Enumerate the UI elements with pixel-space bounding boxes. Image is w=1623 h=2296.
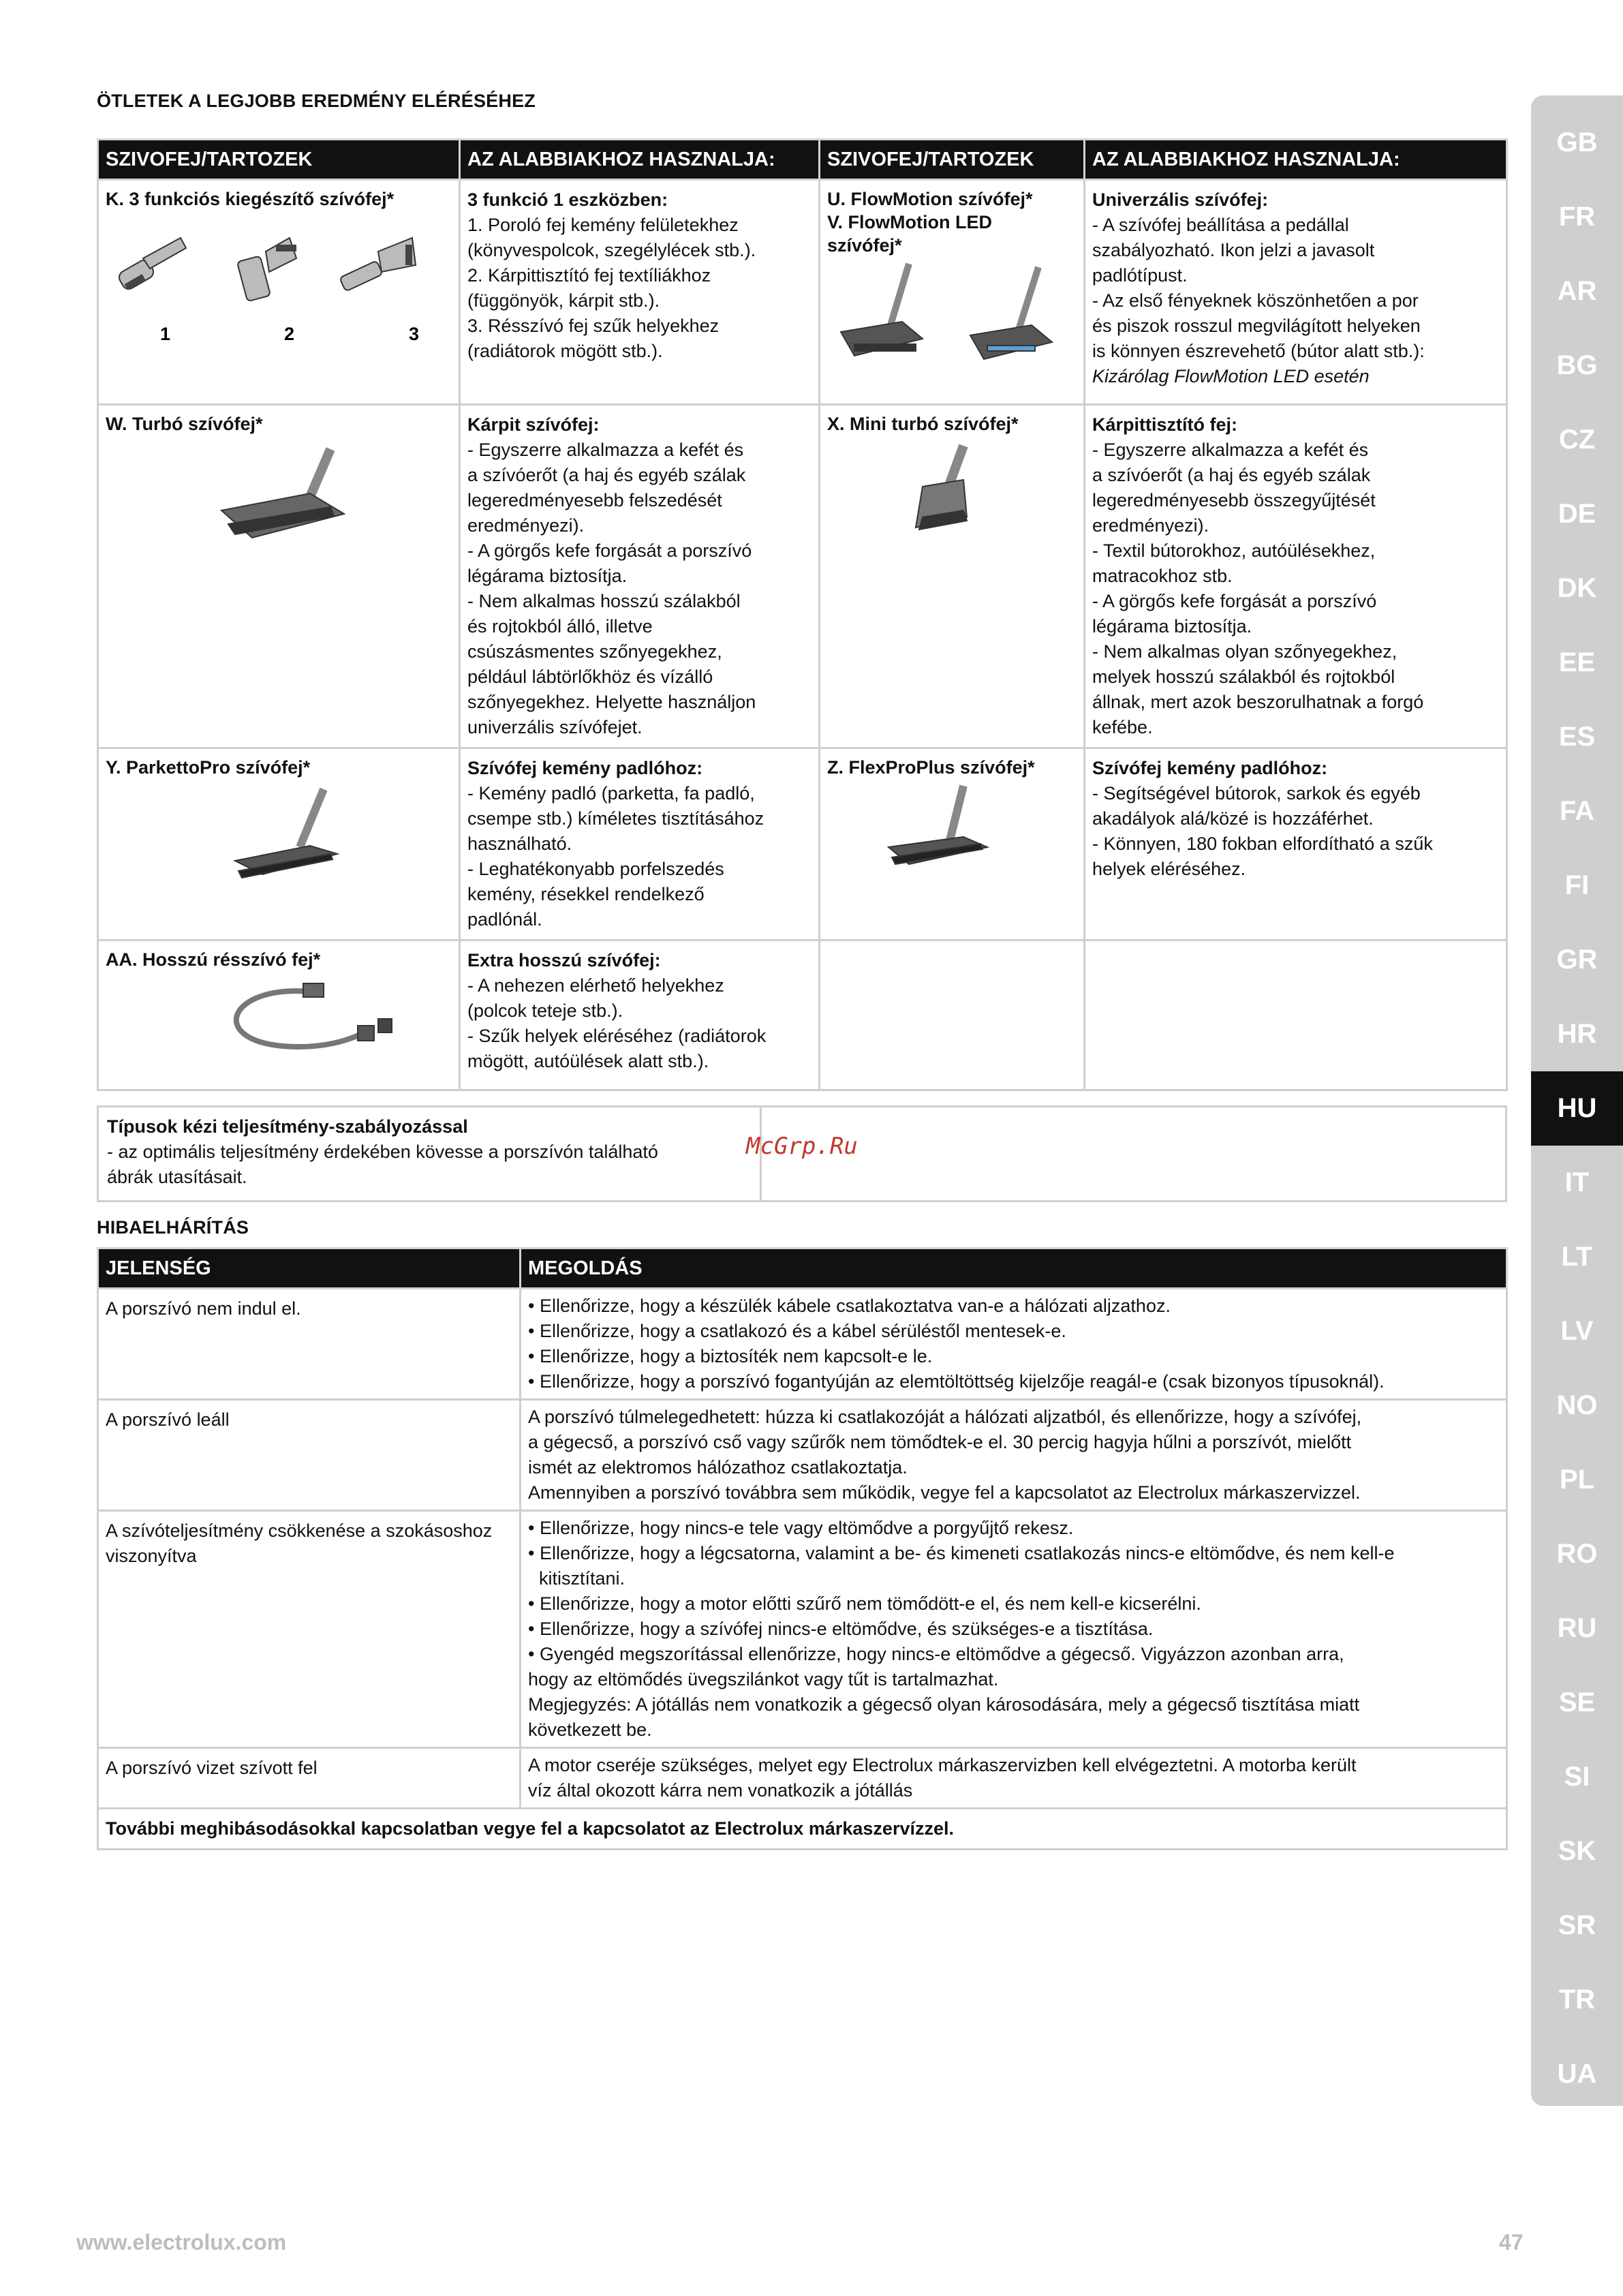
usage-line: legeredményesebb összegyűjtését (1092, 490, 1376, 510)
usage-line: mögött, autóülések alatt stb.). (467, 1051, 709, 1071)
language-tab-fa[interactable]: FA (1559, 796, 1595, 826)
usage-line: - Az első fényeknek köszönhetően a por (1092, 290, 1419, 311)
usage-cell-x (1085, 405, 1507, 748)
usage-line: csempe stb.) kíméletes tisztításához (467, 808, 764, 829)
usage-cell-y (460, 748, 820, 940)
solution-cell (521, 1748, 1507, 1809)
tool-name-aa: AA. Hosszú résszívó fej* (106, 949, 321, 970)
trouble-table (97, 1247, 1508, 1850)
language-tab-es[interactable]: ES (1558, 722, 1596, 752)
watermark: McGrp.Ru (746, 1133, 858, 1160)
tool-name-x: X. Mini turbó szívófej* (827, 414, 1019, 434)
language-tab-se[interactable]: SE (1558, 1687, 1596, 1717)
usage-line: szőnyegekhez. Helyette használjon (467, 692, 756, 712)
language-tab-no[interactable]: NO (1556, 1390, 1598, 1420)
three-in-one-nozzle-icon (106, 211, 446, 347)
usage-title-z: Szívófej kemény padlóhoz: (1092, 758, 1328, 778)
tool-name-y: Y. ParkettoPro szívófej* (106, 757, 311, 778)
usage-line: akadályok alá/közé is hozzáférhet. (1092, 808, 1374, 829)
usage-line: melyek hosszú szálakból és rojtokból (1092, 667, 1395, 687)
tool-name-u: U. FlowMotion szívófej* V. FlowMotion LED szívófej* (827, 189, 1033, 256)
note-title: Típusok kézi teljesítmény-szabályozással (107, 1116, 468, 1137)
tips-title: ÖTLETEK A LEGJOBB EREDMÉNY ELÉRÉSÉHEZ (97, 91, 536, 111)
usage-title-y: Szívófej kemény padlóhoz: (467, 758, 703, 778)
tool-cell-aa (98, 940, 460, 1090)
usage-title-x: Kárpittisztító fej: (1092, 414, 1237, 435)
solution-line: • Ellenőrizze, hogy a légcsatorna, valamint a be- és kimeneti csatlakozás nincs-e eltömődve, és nem kell-e (528, 1543, 1395, 1563)
tool-cell-y (98, 748, 460, 940)
trouble-header-solution: MEGOLDÁS (521, 1249, 1507, 1289)
trouble-title: HIBAELHÁRÍTÁS (97, 1217, 249, 1238)
tool-name-k: K. 3 funkciós kiegészítő szívófej* (106, 189, 395, 209)
solution-line: • Ellenőrizze, hogy a biztosíték nem kapcsolt-e le. (528, 1346, 933, 1366)
language-tab-sk[interactable]: SK (1558, 1836, 1596, 1866)
page-number: 47 (1499, 2230, 1524, 2254)
usage-line: (könyvespolcok, szegélylécek stb.). (467, 240, 756, 260)
tips-row (98, 180, 1507, 405)
usage-title-aa: Extra hosszú szívófej: (467, 950, 661, 970)
usage-line: helyek eléréséhez. (1092, 859, 1246, 879)
solution-line: víz által okozott kárra nem vonatkozik a jótállás (528, 1780, 913, 1801)
usage-line: például lábtörlőkhöz és vízálló (467, 667, 713, 687)
symptom-cell: A porszívó nem indul el. (98, 1289, 521, 1400)
language-tab-ar[interactable]: AR (1557, 276, 1597, 306)
tips-row (98, 748, 1507, 940)
solution-line: ismét az elektromos hálózathoz csatlakoztatja. (528, 1457, 908, 1478)
usage-line: padlónál. (467, 909, 542, 930)
language-tab-hr[interactable]: HR (1557, 1019, 1597, 1049)
language-tab-sr[interactable]: SR (1558, 1910, 1596, 1940)
usage-cell-z (1085, 748, 1507, 940)
language-tab-pl[interactable]: PL (1559, 1465, 1595, 1495)
mini-turbo-nozzle-icon (827, 435, 1072, 538)
usage-line: a szívóerőt (a haj és egyéb szálak (1092, 465, 1371, 485)
tool-cell-x (820, 405, 1085, 748)
long-crevice-nozzle-icon (106, 971, 446, 1067)
usage-line: - Könnyen, 180 fokban elfordítható a szűk (1092, 833, 1433, 854)
usage-line: is könnyen észrevehető (bútor alatt stb.): (1092, 341, 1425, 361)
usage-cell-k (460, 180, 820, 405)
usage-title-k: 3 funkció 1 eszközben: (467, 189, 668, 210)
usage-line: legeredményesebb felszedését (467, 490, 722, 510)
usage-line: - Egyszerre alkalmazza a kefét és (467, 440, 744, 460)
language-tab-lt[interactable]: LT (1561, 1242, 1593, 1272)
tips-row (98, 405, 1507, 748)
usage-line: - Textil bútorokhoz, autóülésekhez, (1092, 540, 1376, 561)
language-tab-ro[interactable]: RO (1556, 1539, 1598, 1569)
usage-line: kemény, résekkel rendelkező (467, 884, 705, 904)
usage-line: használható. (467, 833, 572, 854)
usage-line: - Szűk helyek eléréséhez (radiátorok (467, 1026, 767, 1046)
solution-line: • Ellenőrizze, hogy a szívófej nincs-e eltömődve, és szükséges-e a tisztítása. (528, 1619, 1154, 1639)
usage-title-w: Kárpit szívófej: (467, 414, 600, 435)
language-tab-tr[interactable]: TR (1558, 1985, 1596, 2015)
solution-line: • Gyengéd megszorítással ellenőrizze, hogy nincs-e eltömődve a gégecső. Vigyázzon azonban arra, (528, 1644, 1344, 1664)
usage-line: - A nehezen elérhető helyekhez (467, 975, 724, 996)
symptom-cell: A szívóteljesítmény csökkenése a szokásoshoz viszonyítva (98, 1511, 521, 1748)
caption-2: 2 (284, 324, 295, 344)
solution-line: kitisztítani. (539, 1568, 625, 1589)
usage-line: 1. Poroló fej kemény felületekhez (467, 215, 739, 235)
language-tab-dk[interactable]: DK (1557, 573, 1597, 603)
usage-cell-u (1085, 180, 1507, 405)
usage-cell-w (460, 405, 820, 748)
usage-line: és rojtokból álló, illetve (467, 616, 653, 637)
symptom-cell: A porszívó leáll (98, 1400, 521, 1511)
caption-1: 1 (160, 324, 171, 344)
usage-line: 2. Kárpittisztító fej textíliákhoz (467, 265, 711, 286)
note-line: - az optimális teljesítmény érdekében kövesse a porszívón található (107, 1142, 658, 1162)
solution-cell (521, 1511, 1507, 1748)
usage-line: - A görgős kefe forgását a porszívó (1092, 591, 1377, 611)
language-tab-fi[interactable]: FI (1564, 870, 1590, 900)
solution-line: • Ellenőrizze, hogy nincs-e tele vagy eltömődve a porgyűjtő rekesz. (528, 1518, 1074, 1538)
usage-line: - A görgős kefe forgását a porszívó (467, 540, 752, 561)
language-tab-lv[interactable]: LV (1560, 1316, 1594, 1346)
usage-line: kefébe. (1092, 717, 1153, 737)
empty-cell (820, 940, 1085, 1090)
usage-line: (polcok teteje stb.). (467, 1000, 623, 1021)
usage-italic-u: Kizárólag FlowMotion LED esetén (1092, 366, 1370, 386)
usage-line: - Egyszerre alkalmazza a kefét és (1092, 440, 1369, 460)
trouble-row (98, 1289, 1507, 1400)
tool-name-z: Z. FlexProPlus szívófej* (827, 757, 1035, 778)
language-tab-fr[interactable]: FR (1558, 202, 1596, 232)
footer-url[interactable]: www.electrolux.com (76, 2230, 287, 2254)
usage-title-u: Univerzális szívófej: (1092, 189, 1269, 210)
caption-3: 3 (409, 324, 420, 344)
usage-line: (függönyök, kárpit stb.). (467, 290, 660, 311)
language-tab-cz[interactable]: CZ (1558, 425, 1596, 455)
language-tab-de[interactable]: DE (1558, 499, 1596, 529)
language-tab-si[interactable]: SI (1564, 1762, 1590, 1792)
usage-line: állnak, mert azok beszorulhatnak a forgó (1092, 692, 1424, 712)
tips-header-usage-1: AZ ALABBIAKHOZ HASZNALJA: (460, 140, 820, 180)
solution-line: • Ellenőrizze, hogy a porszívó fogantyúján az elemtöltöttség kijelzője reagál-e (csak bizonyos típusoknál). (528, 1371, 1385, 1392)
usage-line: univerzális szívófejet. (467, 717, 643, 737)
solution-line: • Ellenőrizze, hogy a motor előtti szűrő nem tömődött-e el, és nem kell-e kicserélni. (528, 1593, 1201, 1614)
usage-line: padlótípust. (1092, 265, 1188, 286)
language-tab-bg[interactable]: BG (1556, 350, 1598, 380)
trouble-row (98, 1748, 1507, 1809)
solution-line: • Ellenőrizze, hogy a készülék kábele csatlakoztatva van-e a hálózati aljzathoz. (528, 1296, 1171, 1316)
tips-table (97, 138, 1508, 1091)
usage-line: és piszok rosszul megvilágított helyeken (1092, 316, 1421, 336)
tool-cell-k (98, 180, 460, 405)
flowmotion-nozzle-icon (827, 257, 1072, 366)
language-tab-ua[interactable]: UA (1557, 2059, 1597, 2089)
language-tab-hu[interactable]: HU (1531, 1071, 1623, 1146)
usage-line: csúszásmentes szőnyegekhez, (467, 641, 722, 662)
solution-line: következett be. (528, 1719, 652, 1740)
tips-header-tool-2: SZIVOFEJ/TARTOZEK (820, 140, 1085, 180)
tool-cell-u (820, 180, 1085, 405)
solution-line: A porszívó túlmelegedhetett: húzza ki csatlakozóját a hálózati aljzatból, és ellenőrizze, hogy a szívófej, (528, 1407, 1362, 1427)
usage-line: matracokhoz stb. (1092, 566, 1233, 586)
usage-line: eredményezi). (1092, 515, 1209, 536)
usage-line: - Leghatékonyabb porfelszedés (467, 859, 724, 879)
solution-line: hogy az eltömődés üvegszilánkot vagy tűt is tartalmazhat. (528, 1669, 999, 1689)
symptom-cell: A porszívó vizet szívott fel (98, 1748, 521, 1809)
usage-line: (radiátorok mögött stb.). (467, 341, 663, 361)
usage-line: eredményezi). (467, 515, 585, 536)
trouble-row (98, 1400, 1507, 1511)
empty-cell (1085, 940, 1507, 1090)
flexproplus-nozzle-icon (827, 779, 1072, 881)
tool-name-w: W. Turbó szívófej* (106, 414, 263, 434)
language-tab-gb[interactable]: GB (1556, 127, 1598, 157)
usage-line: - Segítségével bútorok, sarkok és egyéb (1092, 783, 1421, 803)
parketto-nozzle-icon (106, 779, 446, 895)
solution-line: • Ellenőrizze, hogy a csatlakozó és a kábel sérüléstől mentesek-e. (528, 1321, 1066, 1341)
usage-line: légárama biztosítja. (467, 566, 628, 586)
solution-line: Megjegyzés: A jótállás nem vonatkozik a gégecső olyan károsodására, mely a gégecső tisztítása miatt (528, 1694, 1360, 1715)
usage-cell-aa (460, 940, 820, 1090)
trouble-footer: További meghibásodásokkal kapcsolatban vegye fel a kapcsolatot az Electrolux márkaszervízzel. (98, 1809, 1507, 1850)
usage-line: - Kemény padló (parketta, fa padló, (467, 783, 755, 803)
usage-line: - Nem alkalmas hosszú szálakból (467, 591, 741, 611)
tool-cell-z (820, 748, 1085, 940)
trouble-row (98, 1511, 1507, 1748)
tool-cell-w (98, 405, 460, 748)
solution-line: a gégecső, a porszívó cső vagy szűrők nem tömődtek-e el. 30 percig hagyja hűlni a porszívót, mielőtt (528, 1432, 1352, 1452)
language-tab-gr[interactable]: GR (1556, 945, 1598, 975)
language-tab-ru[interactable]: RU (1557, 1613, 1597, 1643)
tips-header-usage-2: AZ ALABBIAKHOZ HASZNALJA: (1085, 140, 1507, 180)
trouble-footer-row (98, 1809, 1507, 1850)
usage-line: légárama biztosítja. (1092, 616, 1252, 637)
solution-cell (521, 1400, 1507, 1511)
solution-line: A motor cseréje szükséges, melyet egy Electrolux márkaszervizben kell elvégeztetni. A motorba került (528, 1755, 1357, 1775)
language-tab-ee[interactable]: EE (1558, 647, 1596, 677)
usage-line: 3. Résszívó fej szűk helyekhez (467, 316, 720, 336)
usage-line: a szívóerőt (a haj és egyéb szálak (467, 465, 746, 485)
trouble-header-row (98, 1249, 1507, 1289)
note-left (99, 1107, 762, 1200)
tips-header-row (98, 140, 1507, 180)
turbo-nozzle-icon (106, 435, 446, 558)
note-line: ábrák utasításait. (107, 1167, 247, 1187)
tips-row (98, 940, 1507, 1090)
tips-header-tool-1: SZIVOFEJ/TARTOZEK (98, 140, 460, 180)
usage-line: - A szívófej beállítása a pedállal (1092, 215, 1349, 235)
usage-line: - Nem alkalmas olyan szőnyegekhez, (1092, 641, 1397, 662)
usage-line: szabályozható. Ikon jelzi a javasolt (1092, 240, 1375, 260)
solution-line: Amennyiben a porszívó továbbra sem működik, vegye fel a kapcsolatot az Electrolux márkaszervizzel. (528, 1482, 1361, 1503)
solution-cell (521, 1289, 1507, 1400)
trouble-header-symptom: JELENSÉG (98, 1249, 521, 1289)
language-tab-it[interactable]: IT (1564, 1167, 1590, 1197)
